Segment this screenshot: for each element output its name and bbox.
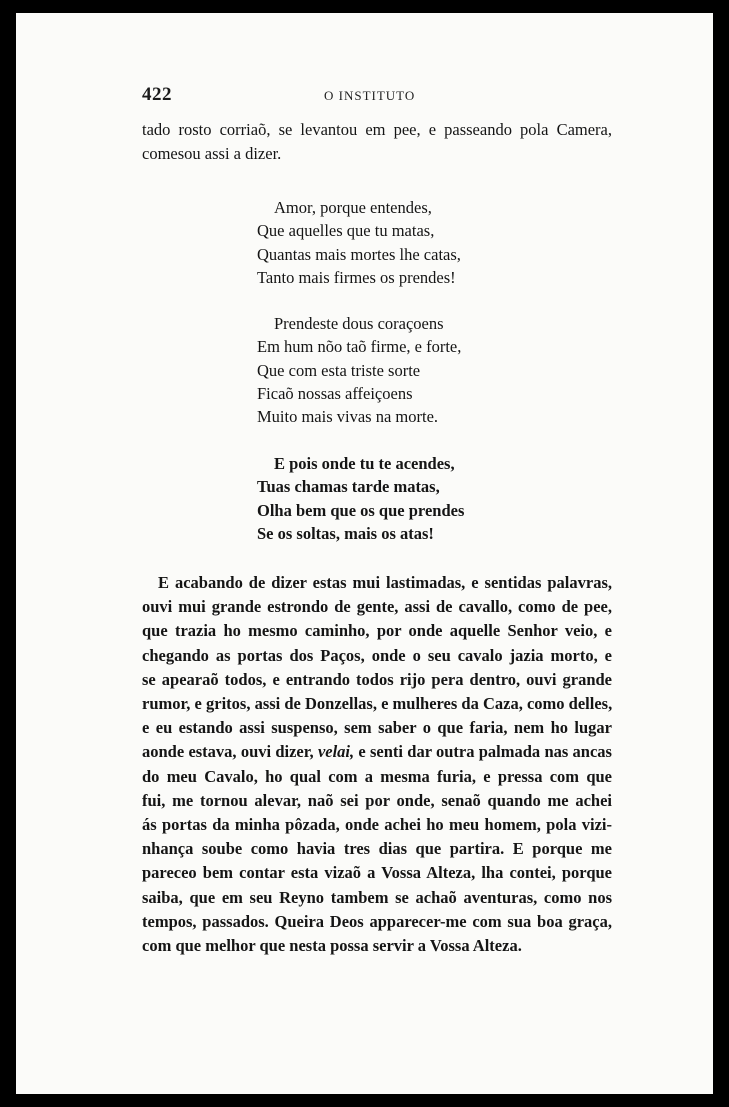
- closing-line: chegando as portas dos Paços, onde o seu cavalo jazia morto, e: [142, 645, 612, 665]
- verse-line: Tuas chamas tarde matas,: [257, 477, 440, 497]
- closing-line: ouvi mui grande estrondo de gente, assi de cavallo, como de pee,: [142, 597, 612, 617]
- verse-line: Amor, porque entendes,: [274, 198, 432, 217]
- verse-stanza-2: [257, 312, 517, 428]
- verse-stanza-1: [257, 196, 517, 289]
- intro-paragraph: [142, 118, 612, 166]
- verse-line: Em hum nõo taõ firme, e forte,: [257, 337, 462, 357]
- closing-paragraph: [142, 571, 612, 958]
- closing-line: tempos, passados. Queira Deos apparecer-me com sua boa graça,: [142, 911, 612, 931]
- page-header: [142, 84, 612, 114]
- verse-line: Muito mais vivas na morte.: [257, 407, 439, 427]
- verse-line: Tanto mais firmes os prendes!: [257, 267, 456, 287]
- closing-line: saiba, que em seu Reyno tambem se achaõ aventuras, como nos: [142, 887, 612, 907]
- closing-line: E acabando de dizer estas mui lastimadas, e sentidas palavras,: [158, 573, 612, 592]
- italic-word: velai,: [317, 742, 355, 762]
- closing-line: rumor, e gritos, assi de Donzellas, e mulheres da Caza, como delles,: [142, 694, 613, 714]
- verse-line: Prendeste dous coraçoens: [274, 314, 444, 333]
- verse-line: Que aquelles que tu matas,: [257, 221, 435, 241]
- closing-text: e senti dar outra palmada nas ancas: [358, 742, 612, 762]
- closing-line: se apearaõ todos, e entrando todos rijo pera dentro, ouvi grande: [142, 669, 612, 689]
- closing-text: aonde estava, ouvi dizer,: [142, 742, 314, 762]
- verse-line: E pois onde tu te acendes,: [274, 454, 455, 473]
- verse-line: Olha bem que os que prendes: [257, 500, 465, 520]
- verse-line: Que com esta triste sorte: [257, 360, 421, 380]
- running-title: O INSTITUTO: [324, 88, 416, 103]
- intro-line: tado rosto corriaõ, se levantou em pee, e passeando pola Camera,: [142, 120, 612, 139]
- closing-line: do meu Cavalo, ho qual com a mesma furia, e pressa com que: [142, 766, 612, 786]
- closing-line: nhança soube como havia tres dias que partira. E porque me: [142, 839, 612, 859]
- closing-line: e eu estando assi suspenso, sem saber o que faria, nem ho lugar: [142, 718, 612, 738]
- closing-line: fui, me tornou alevar, naõ sei por onde, senaõ quando me achei: [142, 790, 612, 810]
- closing-line: pareceo bem contar esta vizaõ a Vossa Alteza, lha contei, porque: [142, 863, 612, 883]
- page-number: 422: [142, 84, 172, 105]
- verse-line: Quantas mais mortes lhe catas,: [257, 244, 461, 264]
- closing-line: com que melhor que nesta possa servir a Vossa Alteza.: [142, 936, 522, 956]
- verse-stanza-3: [257, 452, 517, 545]
- closing-line: ás portas da minha pôzada, onde achei ho meu homem, pola vizi-: [142, 815, 612, 835]
- verse-line: Se os soltas, mais os atas!: [257, 523, 434, 543]
- closing-line-with-italic: [142, 740, 612, 764]
- intro-line: comesou assi a dizer.: [142, 144, 282, 164]
- closing-line: que trazia ho mesmo caminho, por onde aquelle Senhor veio, e: [142, 621, 612, 641]
- verse-line: Ficaõ nossas affeiçoens: [257, 383, 413, 403]
